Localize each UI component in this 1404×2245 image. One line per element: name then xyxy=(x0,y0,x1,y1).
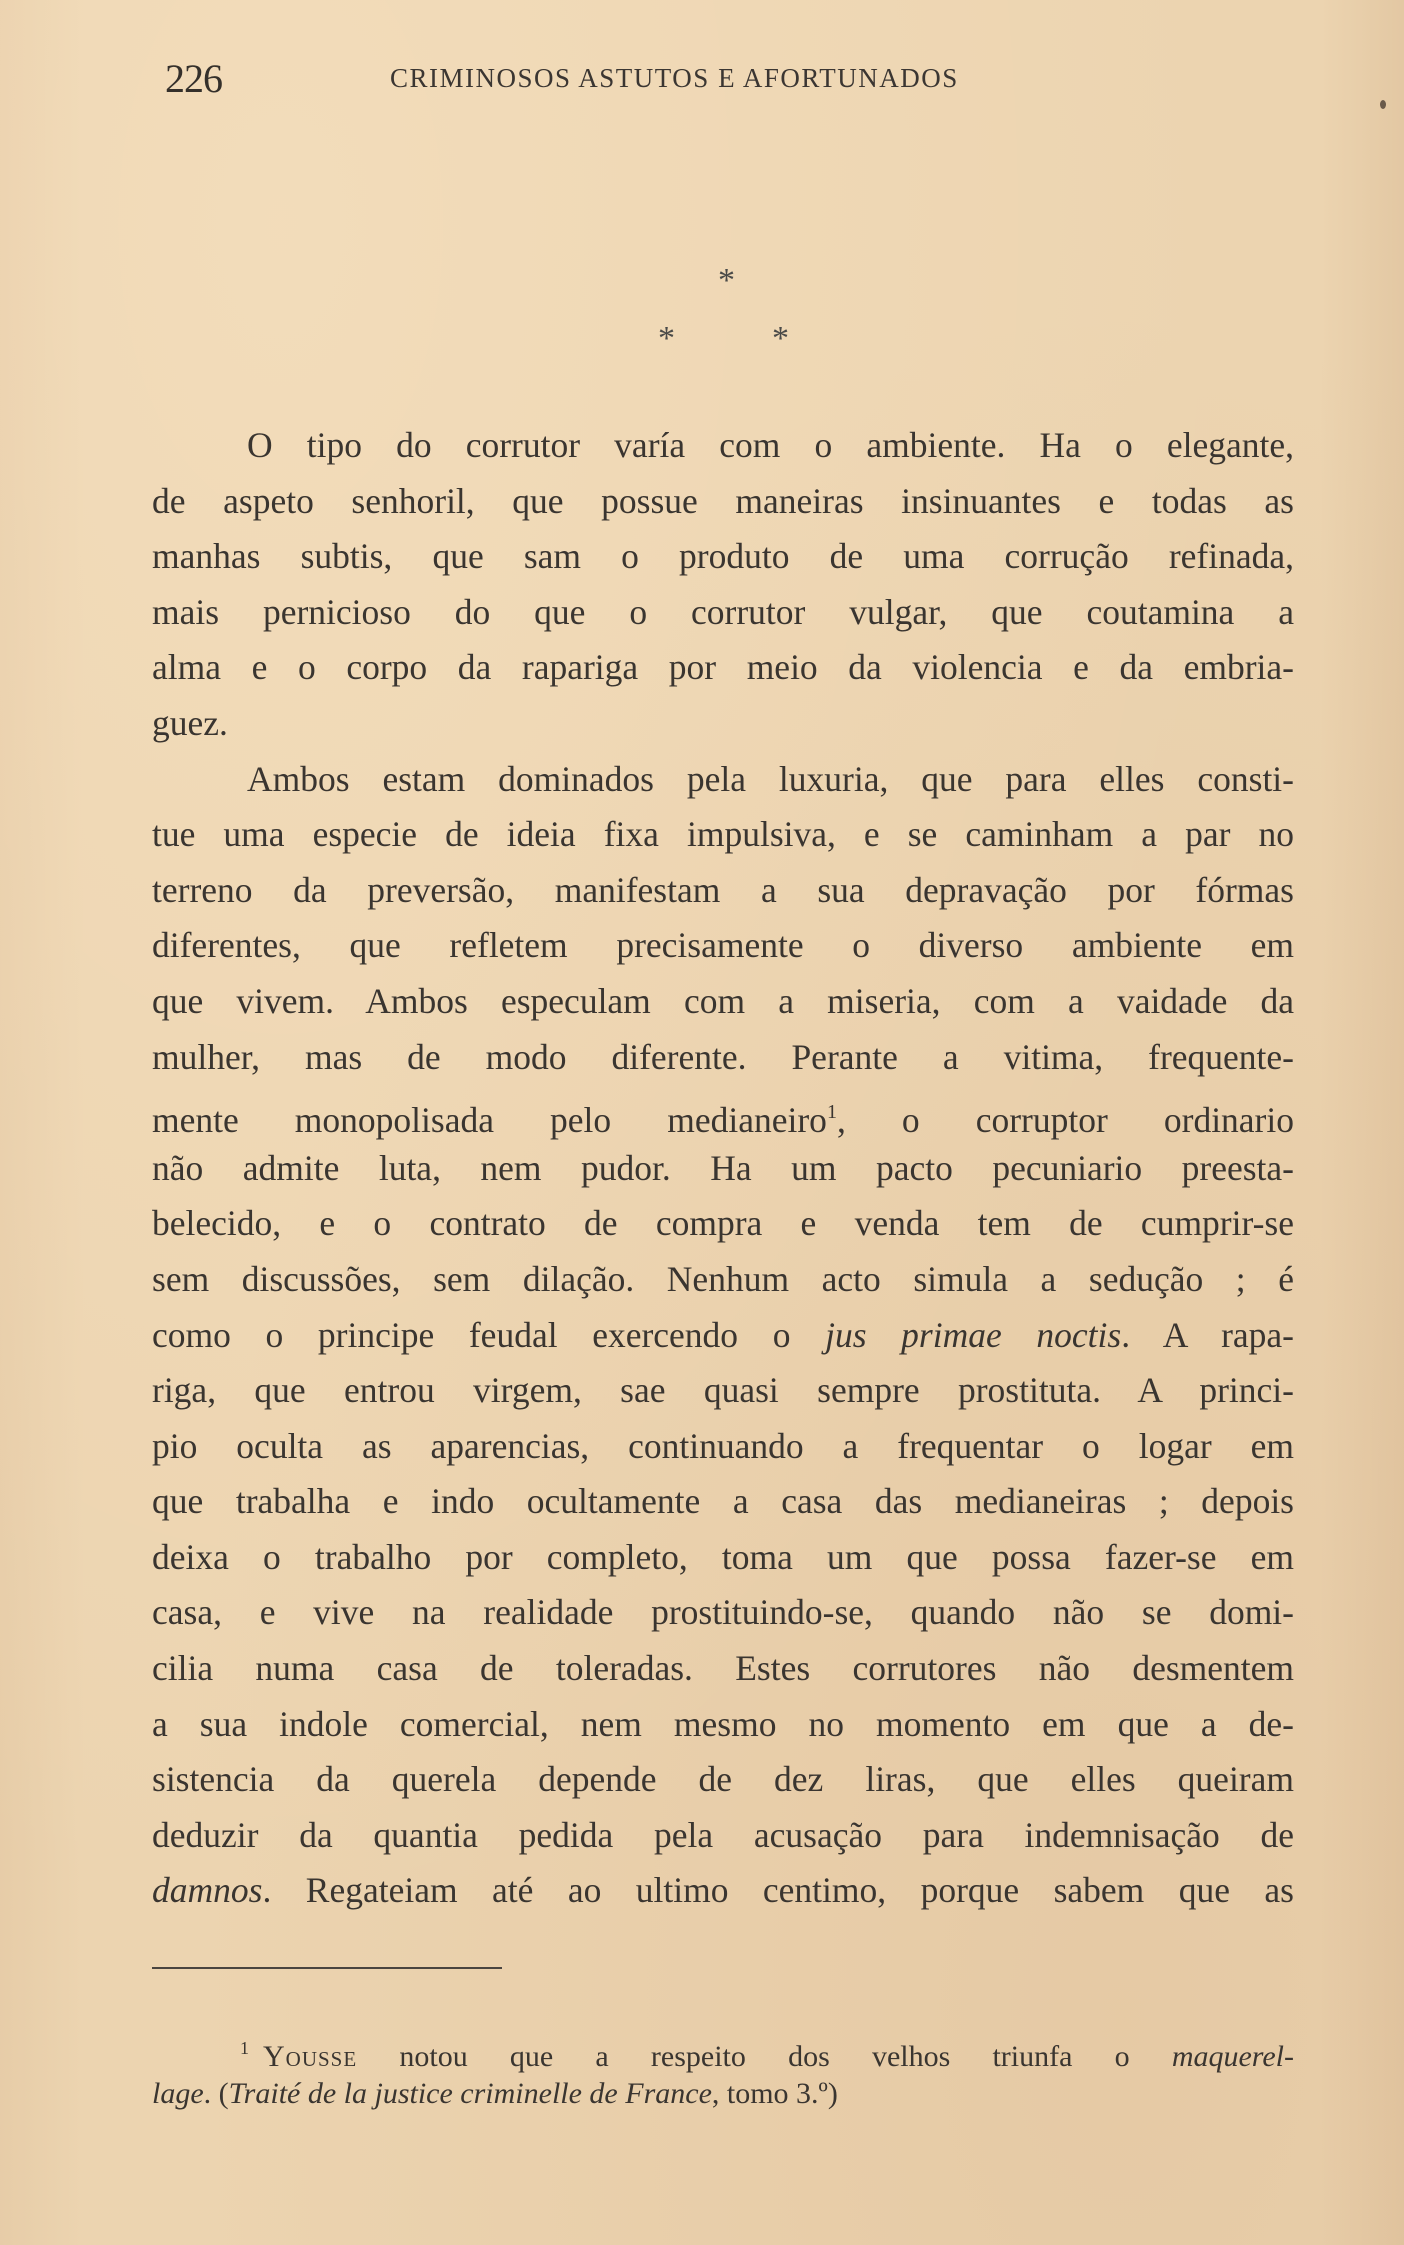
text-line: de aspeto senhoril, que possue maneiras insinuantes e todas as xyxy=(152,480,1294,521)
text-line: mulher, mas de modo diferente. Perante a vitima, frequente- xyxy=(152,1036,1294,1077)
text-line: casa, e vive na realidade prostituindo-se, quando não se domi- xyxy=(152,1592,1294,1633)
text-line: tue uma especie de ideia fixa impulsiva, e se caminham a par no xyxy=(152,814,1294,855)
asterisk-icon: * xyxy=(718,262,735,299)
text-line: alma e o corpo da rapariga por meio da violencia e da embria- xyxy=(152,647,1294,688)
text-line: mente monopolisada pelo medianeiro$^1$, o corruptor ordinario xyxy=(152,1100,1294,1141)
text-line: terreno da preversão, manifestam a sua depravação por fórmas xyxy=(152,869,1294,910)
text-line: O tipo do corrutor varía com o ambiente. Ha o elegante, xyxy=(247,425,1294,465)
text-line: diferentes, que refletem precisamente o diverso ambiente em xyxy=(152,925,1294,966)
text-line: cilia numa casa de toleradas. Estes corrutores não desmentem xyxy=(152,1648,1294,1689)
text-line: damnos. Regateiam até ao ultimo centimo, porque sabem que as xyxy=(152,1870,1294,1911)
footnote-author: Yousse xyxy=(263,2040,358,2073)
text-line: mais pernicioso do que o corrutor vulgar, que coutamina a xyxy=(152,591,1294,632)
footnote-line: lage. (Traité de la justice criminelle de France, tomo 3.º) xyxy=(152,2077,838,2110)
italic-word: damnos xyxy=(152,1870,263,1911)
text-line: sistencia da querela depende de dez liras, que elles queiram xyxy=(152,1759,1294,1800)
footnote-reference[interactable]: 1 xyxy=(826,1101,837,1124)
running-head: CRIMINOSOS ASTUTOS E AFORTUNADOS xyxy=(390,63,959,93)
text-line: sem discussões, sem dilação. Nenhum acto simula a sedução ; é xyxy=(152,1258,1294,1299)
footnote-divider xyxy=(152,1967,502,1969)
text-line: deduzir da quantia pedida pela acusação para indemnisação de xyxy=(152,1814,1294,1855)
ink-speck xyxy=(1380,100,1386,109)
text-line: pio oculta as aparencias, continuando a frequentar o logar em xyxy=(152,1425,1294,1466)
footnote xyxy=(152,2025,1294,2117)
text-line: como o principe feudal exercendo o jus primae noctis. A rapa- xyxy=(152,1314,1294,1355)
text-line: guez. xyxy=(152,702,228,743)
text-line: deixa o trabalho por completo, toma um que possa fazer-se em xyxy=(152,1536,1294,1577)
text-line: a sua indole comercial, nem mesmo no momento em que a de- xyxy=(152,1703,1294,1744)
text-line: que vivem. Ambos especulam com a miseria, com a vaidade da xyxy=(152,980,1294,1021)
text-line: Ambos estam dominados pela luxuria, que para elles consti- xyxy=(247,758,1294,799)
text-line: riga, que entrou virgem, sae quasi sempre prostituta. A princi- xyxy=(152,1370,1294,1411)
text-line: manhas subtis, que sam o produto de uma corrução refinada, xyxy=(152,536,1294,577)
page-number: 226 xyxy=(165,56,222,101)
cited-work-title: Traité de la justice criminelle de France xyxy=(228,2077,712,2110)
body-text xyxy=(152,418,1294,1919)
latin-phrase: jus primae noctis xyxy=(825,1314,1122,1355)
footnote-marker: 1 xyxy=(240,2038,249,2058)
text-line: que trabalha e indo ocultamente a casa das medianeiras ; depois xyxy=(152,1481,1294,1522)
asterisk-icon: * xyxy=(658,320,675,357)
footnote-line: $^1$ Yousse notou que a respeito dos velhos triunfa o maquerel- xyxy=(240,2038,1294,2073)
asterisk-icon: * xyxy=(772,320,789,357)
text-line: belecido, e o contrato de compra e venda tem de cumprir-se xyxy=(152,1203,1294,1244)
text-line: não admite luta, nem pudor. Ha um pacto pecuniario preesta- xyxy=(152,1147,1294,1188)
